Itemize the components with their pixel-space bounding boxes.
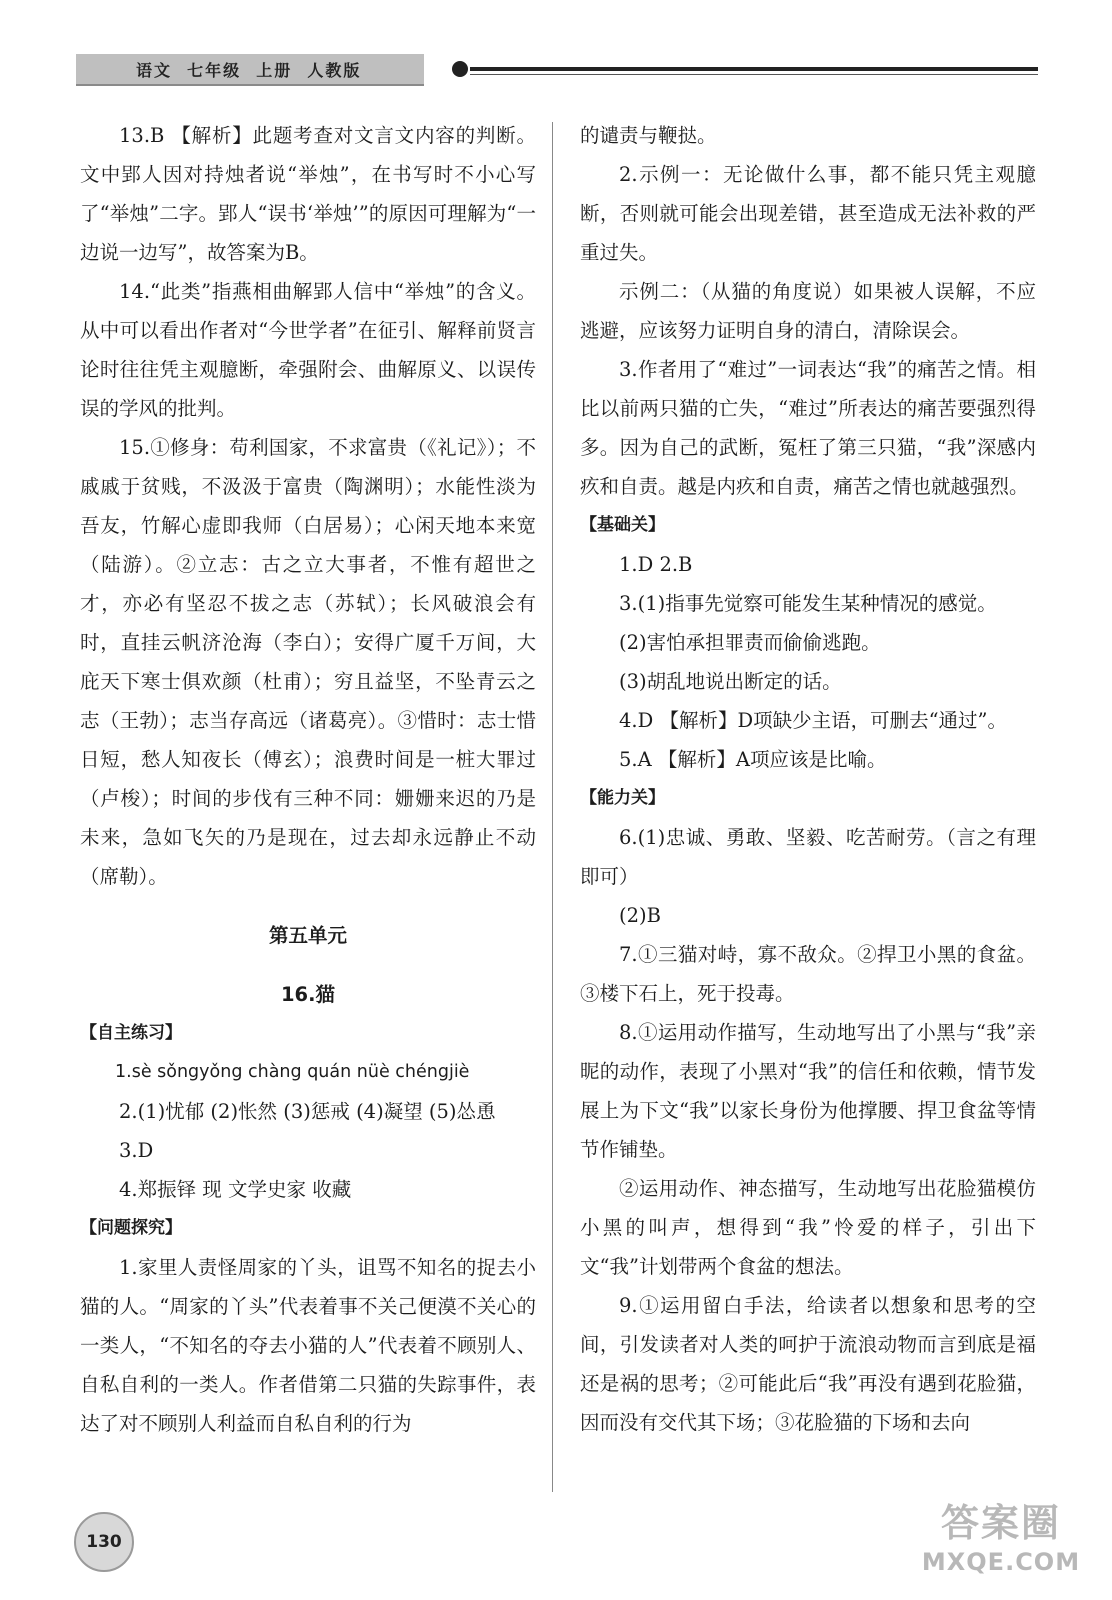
watermark [906, 1500, 1096, 1592]
header-rule [470, 67, 1038, 71]
paragraph: 2.示例一：无论做什么事，都不能只凭主观臆断，否则就可能会出现差错，甚至造成无法补救的严重过失。 [580, 163, 1036, 264]
section-tag: 【基础关】 [580, 515, 665, 535]
paragraph: 3.D [119, 1139, 154, 1162]
paragraph: 3.(1)指事先觉察可能发生某种情况的感觉。 [619, 592, 997, 615]
paragraph: 15.①修身：苟利国家，不求富贵（《礼记》）；不戚戚于贫贱，不汲汲于富贵（陶渊明）；水能性淡为吾友，竹解心虚即我师（白居易）；心闲天地本来宽（陆游）。②立志：古之立大事者，不惟有超世之才，亦必有坚忍不拔之志（苏轼）；长风破浪会有时，直挂云帆济沧海（李白）；安得广厦千万间，大庇天下寒士俱欢颜（杜甫）；穷且益坚，不坠青云之志（王勃）；志当存高远（诸葛亮）。③惜时：志士惜日短，愁人知夜长（傅玄）；浪费时间是一桩大罪过（卢梭）；时间的步伐有三种不同：姗姗来迟的乃是未来，急如飞矢的乃是现在，过去却永远静止不动（席勒）。 [80, 436, 536, 888]
paragraph: 1.家里人责怪周家的丫头，诅骂不知名的捉去小猫的人。“周家的丫头”代表着事不关己便漠不关心的一类人，“不知名的夺去小猫的人”代表着不顾别人、自私自利的一类人。作者借第二只猫的失踪事件，表达了对不顾别人利益而自私自利的行为 [80, 1256, 536, 1435]
paragraph: 14.“此类”指燕相曲解郢人信中“举烛”的含义。从中可以看出作者对“今世学者”在征引、解释前贤言论时往往凭主观臆断，牵强附会、曲解原义、以误传误的学风的批判。 [80, 280, 536, 420]
watermark-logo: 答案圈 [940, 1501, 1061, 1545]
paragraph: 1.D 2.B [619, 553, 693, 576]
paragraph: 3.作者用了“难过”一词表达“我”的痛苦之情。相比以前两只猫的亡失，“难过”所表达的痛苦要强烈得多。因为自己的武断，冤枉了第三只猫，“我”深感内疚和自责。越是内疚和自责，痛苦之情也就越强烈。 [580, 358, 1036, 498]
watermark-url: MXQE.COM [921, 1548, 1081, 1576]
section-tag: 【能力关】 [580, 788, 665, 808]
header-dot-icon [452, 61, 468, 77]
left-column [80, 116, 536, 1443]
column-divider [552, 122, 553, 1492]
header-band [76, 54, 424, 86]
section-tag: 【自主练习】 [80, 1023, 182, 1043]
paragraph: 2.(1)忧郁 (2)怅然 (3)惩戒 (4)凝望 (5)怂恿 [119, 1100, 496, 1123]
pinyin-answer: 1.sè sǒngyǒng chàng quán nüè chéngjiè [115, 1062, 470, 1082]
section-heading: 16.猫 [280, 983, 336, 1006]
right-column [580, 116, 1036, 1442]
paragraph: 的谴责与鞭挞。 [580, 124, 717, 147]
paragraph: 5.A 【解析】A项应该是比喻。 [619, 748, 887, 771]
paragraph: 7.①三猫对峙，寡不敌众。②捍卫小黑的食盆。③楼下石上，死于投毒。 [580, 943, 1036, 1005]
paragraph: 6.(1)忠诚、勇敢、坚毅、吃苦耐劳。（言之有理即可） [580, 826, 1036, 888]
paragraph: 8.①运用动作描写，生动地写出了小黑与“我”亲昵的动作，表现了小黑对“我”的信任和依赖，情节发展上为下文“我”以家长身份为他撑腰、捍卫食盆等情节作铺垫。 [580, 1021, 1036, 1161]
header-title: 语文 七年级 上册 人教版 [136, 61, 362, 80]
page-number-text: 130 [86, 1532, 122, 1552]
paragraph: 9.①运用留白手法，给读者以想象和思考的空间，引发读者对人类的呵护于流浪动物而言到底是福还是祸的思考；②可能此后“我”再没有遇到花脸猫，因而没有交代其下场；③花脸猫的下场和去向 [580, 1294, 1036, 1434]
paragraph: ②运用动作、神态描写，生动地写出花脸猫模仿小黑的叫声，想得到“我”怜爱的样子，引出下文“我”计划带两个食盆的想法。 [580, 1177, 1036, 1278]
paragraph: (2)害怕承担罪责而偷偷逃跑。 [619, 631, 881, 654]
paragraph: 13.B 【解析】此题考查对文言文内容的判断。文中郢人因对持烛者说“举烛”，在书写时不小心写了“举烛”二字。郢人“误书‘举烛’”的原因可理解为“一边说一边写”，故答案为B。 [80, 124, 536, 264]
section-heading: 第五单元 [268, 924, 347, 947]
paragraph: 4.郑振铎 现 文学史家 收藏 [119, 1178, 352, 1201]
paragraph: 示例二：（从猫的角度说）如果被人误解，不应逃避，应该努力证明自身的清白，清除误会。 [580, 280, 1036, 342]
paragraph: (2)B [619, 904, 661, 927]
header-rule-thin [470, 74, 1038, 75]
paragraph: 4.D 【解析】D项缺少主语，可删去“通过”。 [619, 709, 1008, 732]
paragraph: (3)胡乱地说出断定的话。 [619, 670, 842, 693]
section-tag: 【问题探究】 [80, 1218, 182, 1238]
page-number [74, 1512, 134, 1572]
